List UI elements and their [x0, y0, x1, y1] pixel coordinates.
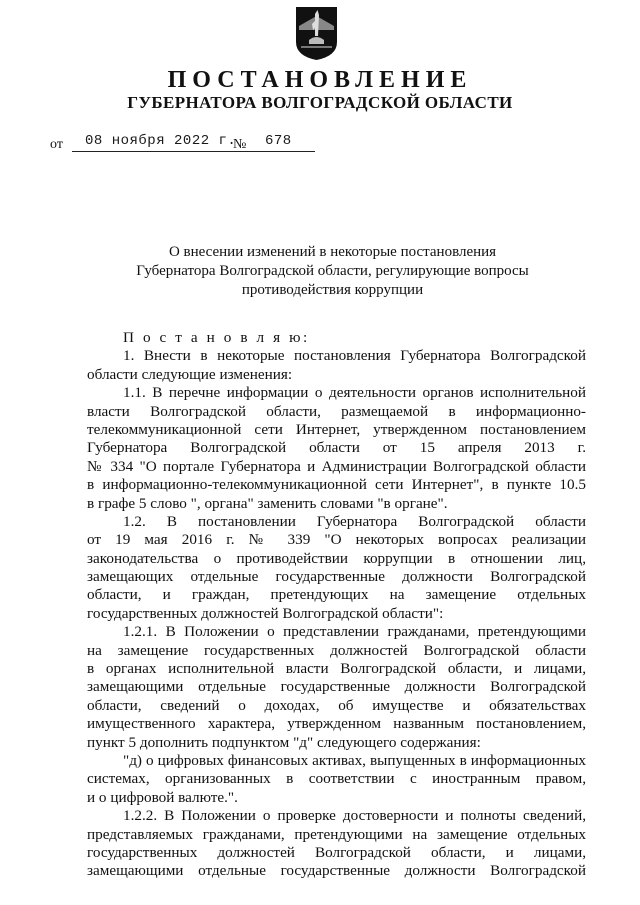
number-value: 678	[265, 133, 292, 149]
document-date-number	[50, 133, 350, 155]
body-line: телекоммуникационной сети Интернет, утвержденном постановлением	[87, 420, 586, 438]
body-line: имущественного характера, утвержденном названным постановлением,	[87, 715, 586, 733]
subject-line: О внесении изменений в некоторые постановления	[168, 244, 497, 260]
body-line: 1.2.1. В Положении о представлении гражданами, претендующими	[123, 623, 586, 641]
coat-of-arms-icon	[295, 6, 338, 61]
body-line: области, и граждан, претендующих на замещение отдельных	[87, 586, 586, 604]
body-line: № 334 "О портале Губернатора и Администрации Волгоградской области	[87, 457, 586, 475]
body-line: пункт 5 дополнить подпунктом "д" следующего содержания:	[87, 733, 481, 751]
body-line: законодательства о противодействии коррупции в отношении лиц,	[87, 549, 586, 567]
subject-line: противодействия коррупции	[241, 282, 424, 298]
body-line: Губернатора Волгоградской области от 15 апреля 2013 г.	[87, 439, 586, 457]
body-line: замещающими отдельные государственные должности Волгоградской	[87, 862, 586, 880]
resolution-intro: П о с т а н о в л я ю:	[123, 329, 310, 346]
body-line: 1.1. В перечне информации о деятельности органов исполнительной	[123, 384, 586, 402]
body-line: в графе 5 слово ", органа" заменить словами "в органе".	[87, 494, 448, 512]
date-label: от	[50, 137, 63, 152]
body-line: системах, организованных в соответствии с иностранным правом,	[87, 770, 586, 788]
document-body	[87, 329, 586, 881]
body-line: на замещение государственных должностей Волгоградской области	[87, 641, 586, 659]
body-line: области следующие изменения:	[87, 365, 293, 383]
body-line: 1.2. В постановлении Губернатора Волгоградской области	[123, 512, 586, 530]
body-line: 1. Внести в некоторые постановления Губернатора Волгоградской	[123, 347, 586, 365]
body-line: замещающими отдельные государственные должности Волгоградской	[87, 678, 586, 696]
body-line: в органах исполнительной власти Волгоградской области, и лицами,	[87, 660, 586, 678]
document-subtitle: ГУБЕРНАТОРА ВОЛГОГРАДСКОЙ ОБЛАСТИ	[127, 93, 513, 112]
document-subject	[95, 243, 570, 300]
body-line: замещающих отдельные государственные должности Волгоградской	[87, 568, 586, 586]
body-line: государственных должностей Волгоградской области, и лицами,	[87, 843, 586, 861]
body-line: в информационно-телекоммуникационной сети Интернет", в пункте 10.5	[87, 476, 586, 494]
body-line: и о цифровой валюте.".	[87, 788, 238, 806]
body-line: государственных должностей Волгоградской области":	[87, 604, 444, 622]
body-line: от 19 мая 2016 г. № 339 "О некоторых вопросах реализации	[87, 531, 586, 549]
body-line: 1.2.2. В Положении о проверке достоверности и полноты сведений,	[123, 807, 586, 825]
document-title: ПОСТАНОВЛЕНИЕ	[167, 67, 473, 93]
body-line: области, сведений о доходах, об имуществе и обязательствах	[87, 696, 586, 714]
number-underline	[250, 151, 315, 152]
body-line: представляемых гражданами, претендующими на замещение отдельных	[87, 825, 586, 843]
number-label: №	[233, 137, 247, 152]
date-value: 08 ноября 2022 г.	[85, 133, 237, 149]
body-line: "д) о цифровых финансовых активах, выпущенных в информационных	[123, 751, 586, 769]
body-line: власти Волгоградской области, размещаемой в информационно-	[87, 402, 586, 420]
subject-line: Губернатора Волгоградской области, регулирующие вопросы	[136, 263, 529, 279]
